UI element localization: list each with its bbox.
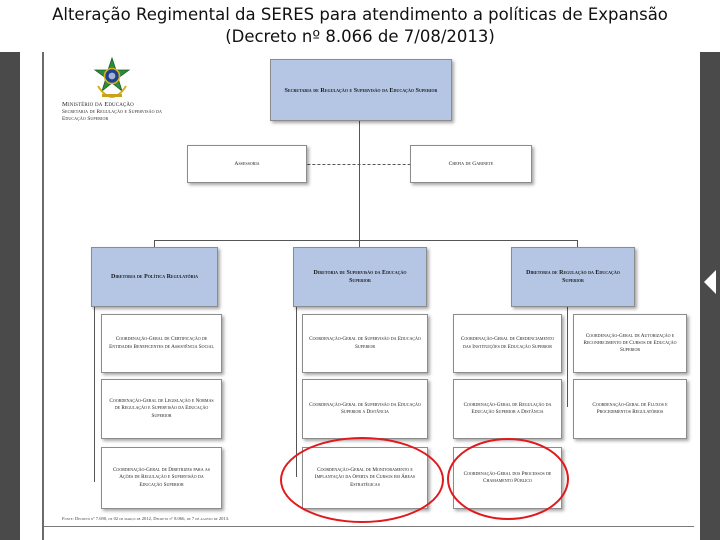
right-frame-notch bbox=[704, 270, 716, 294]
coordination-label: Coordenação-Geral de Credenciamento das Instituições de Educação Superior bbox=[460, 336, 555, 350]
coordination-label: Coordenação-Geral de Supervisão da Educação Superior a Distância bbox=[309, 401, 421, 415]
coordination-box bbox=[573, 379, 687, 439]
connector-col2-spine bbox=[296, 307, 297, 477]
coordination-box bbox=[453, 314, 562, 373]
footer-rule bbox=[44, 526, 694, 527]
directorate-label: Diretoria de Supervisão da Educação Superior bbox=[313, 269, 407, 284]
source-footnote: Fonte: Decreto nº 7.690, de 02 de março de 2012, Decreto nº 8.066, de 7 de agosto de 2013. bbox=[62, 516, 230, 521]
slide-title bbox=[0, 4, 720, 48]
highlight-ellipse-new-coordination bbox=[280, 437, 444, 523]
directorate-regulatory-policy bbox=[91, 247, 218, 307]
advisory-label: Assessoria bbox=[234, 161, 260, 167]
coordination-box bbox=[302, 379, 428, 439]
coordination-box bbox=[573, 314, 687, 373]
connector-dir3 bbox=[577, 240, 578, 247]
connector-dir2 bbox=[359, 240, 360, 247]
cabinet-box bbox=[410, 145, 532, 183]
coordination-box bbox=[101, 314, 222, 373]
cabinet-label: Chefia de Gabinete bbox=[448, 161, 494, 167]
ministry-line-1: Ministério da Educação bbox=[62, 101, 134, 108]
coordination-label: Coordenação-Geral de Monitoramento e Implantação da Oferta de Cursos em Áreas Estratégicas bbox=[314, 467, 416, 488]
left-frame-bar bbox=[0, 52, 20, 540]
coordination-label: Coordenação-Geral de Diretrizes para as Ações de Regulação e Supervisão da Educação Superior bbox=[112, 467, 211, 488]
directorate-label: Diretoria de Regulação da Educação Superior bbox=[526, 269, 620, 284]
coordination-label: Coordenação-Geral de Fluxos e Procedimentos Regulatórios bbox=[592, 401, 668, 415]
document-left-edge bbox=[42, 52, 44, 540]
right-frame-bar bbox=[700, 52, 720, 540]
brazil-coat-of-arms-icon bbox=[90, 56, 134, 100]
highlight-ellipse-new-coordination bbox=[447, 438, 569, 520]
ministry-line-2: Secretaria de Regulação e Supervisão da bbox=[62, 108, 163, 115]
connector-col3-spine bbox=[567, 307, 568, 407]
secretariat-box bbox=[270, 59, 452, 121]
coordination-label: Coordenação-Geral de Autorização e Reconhecimento de Cursos de Educação Superior bbox=[583, 332, 677, 354]
coordination-box bbox=[101, 379, 222, 439]
coordination-label: Coordenação-Geral dos Processos de Chamamento Público bbox=[463, 470, 552, 484]
advisory-box bbox=[187, 145, 307, 183]
connector-top-down bbox=[359, 121, 360, 240]
slide-title-line-2: (Decreto nº 8.066 de 7/08/2013) bbox=[225, 27, 495, 46]
slide-title-line-1: Alteração Regimental da SERES para atendimento a políticas de Expansão bbox=[52, 5, 668, 24]
connector-dir1 bbox=[154, 240, 155, 247]
ministry-header bbox=[62, 101, 212, 124]
directorate-regulation bbox=[511, 247, 635, 307]
connector-col1-spine bbox=[94, 307, 95, 482]
ministry-line-3: Educação Superior bbox=[62, 116, 109, 123]
secretariat-label: Secretaria de Regulação e Supervisão da Educação Superior bbox=[284, 86, 438, 94]
directorate-label: Diretoria de Política Regulatória bbox=[111, 273, 198, 280]
coordination-label: Coordenação-Geral de Certificação de Entidades Beneficentes de Assistência Social bbox=[109, 336, 214, 350]
coordination-box bbox=[101, 447, 222, 509]
coordination-box bbox=[302, 314, 428, 373]
connector-directorates-bar bbox=[154, 240, 578, 241]
coordination-label: Coordenação-Geral de Regulação da Educação Superior a Distância bbox=[463, 401, 552, 415]
coordination-label: Coordenação-Geral de Supervisão da Educação Superior bbox=[309, 336, 421, 350]
coordination-box bbox=[453, 379, 562, 439]
directorate-supervision bbox=[293, 247, 427, 307]
coordination-label: Coordenação-Geral de Legislação e Normas de Regulação e Supervisão da Educação Superior bbox=[109, 398, 214, 419]
